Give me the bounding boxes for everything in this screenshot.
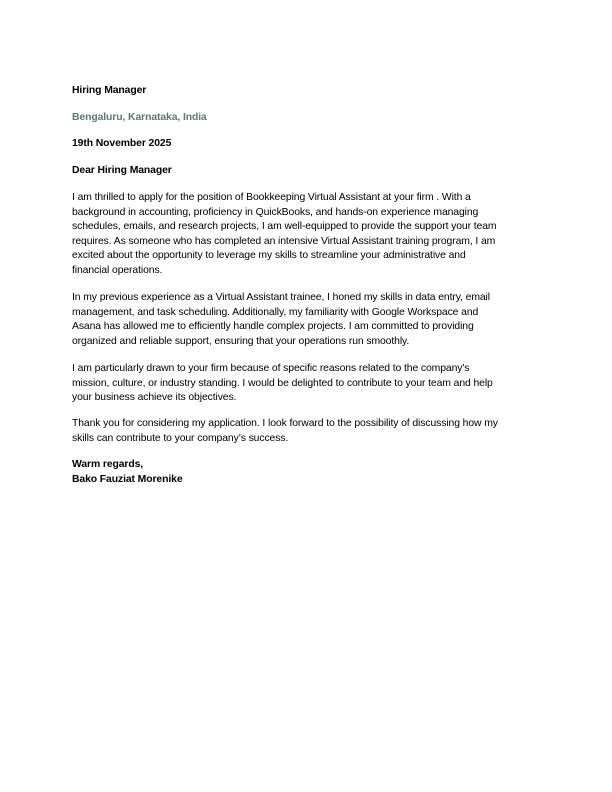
location: Bengaluru, Karnataka, India: [72, 112, 207, 123]
text-line: your business achieve its objectives.: [72, 392, 237, 403]
text-line: mission, culture, or industry standing. I would be delighted to contribute to your team and help: [72, 378, 493, 389]
text-line: I am thrilled to apply for the position of Bookkeeping Virtual Assistant at your firm . With a: [72, 192, 471, 203]
text-line: organized and reliable support, ensuring that your operations run smoothly.: [72, 336, 410, 347]
recipient: Hiring Manager: [72, 85, 147, 96]
signature: Bako Fauziat Morenike: [72, 474, 183, 485]
text-line: background in accounting, proficiency in QuickBooks, and hands-on experience managing: [72, 207, 479, 218]
closing: Warm regards,: [72, 459, 144, 470]
text-line: excited about the opportunity to leverage my skills to streamline your administrative and: [72, 250, 466, 261]
text-line: I am particularly drawn to your firm because of specific reasons related to the company's: [72, 363, 470, 374]
salutation: Dear Hiring Manager: [72, 165, 172, 176]
date: 19th November 2025: [72, 138, 172, 149]
text-line: Asana has allowed me to efficiently handle complex projects. I am committed to providing: [72, 321, 474, 332]
text-line: management, and task scheduling. Additionally, my familiarity with Google Workspace and: [72, 307, 479, 318]
text-line: In my previous experience as a Virtual Assistant trainee, I honed my skills in data entry, email: [72, 292, 490, 303]
text-line: financial operations.: [72, 265, 163, 276]
text-line: skills can contribute to your company’s success.: [72, 433, 289, 444]
text-line: schedules, emails, and research projects, I am well-equipped to provide the support your team: [72, 221, 497, 232]
text-line: Thank you for considering my application. I look forward to the possibility of discussing how my: [72, 418, 498, 429]
text-line: requires. As someone who has completed an intensive Virtual Assistant training program, I am: [72, 236, 496, 247]
